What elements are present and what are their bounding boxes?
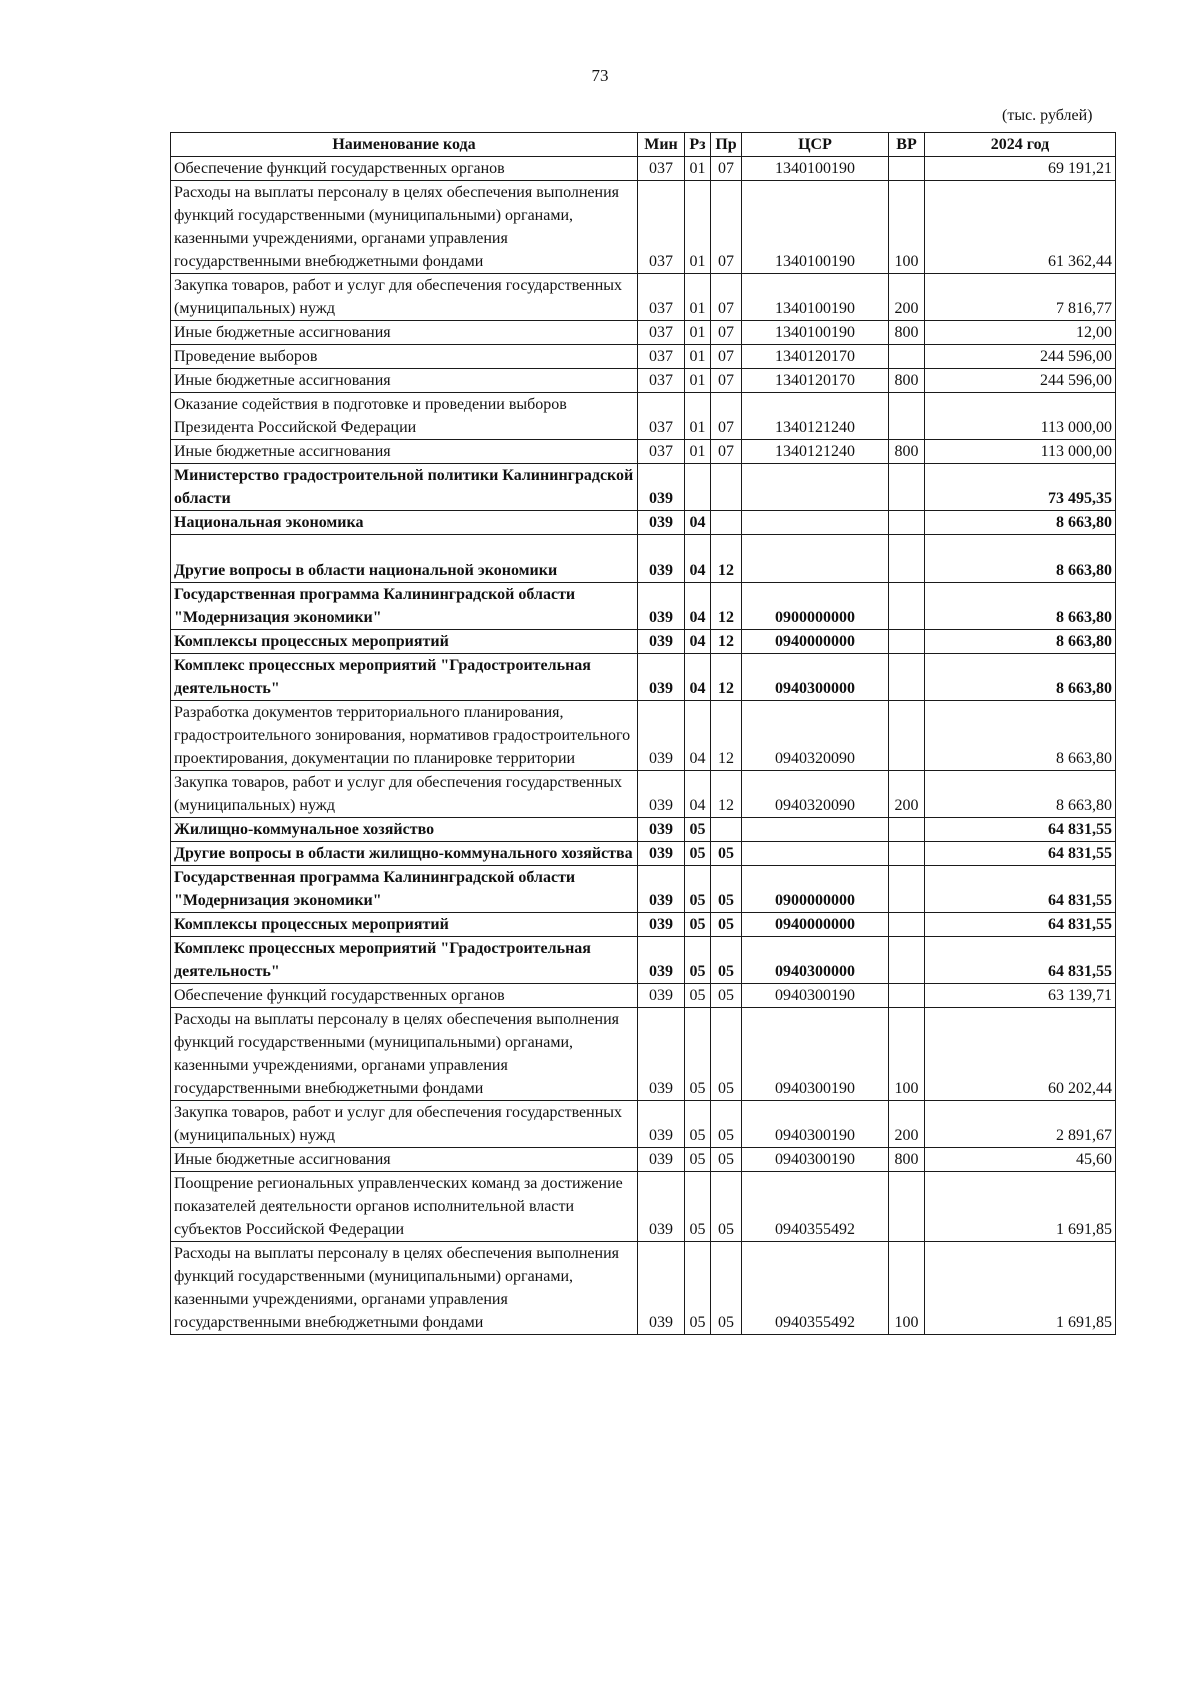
cell-name: Другие вопросы в области национальной экономики: [171, 535, 638, 583]
table-row: [171, 1172, 1116, 1242]
table-row: [171, 440, 1116, 464]
cell-amount: 64 831,55: [925, 937, 1116, 984]
cell-csr: 1340100190: [742, 321, 889, 345]
cell-csr: 1340121240: [742, 393, 889, 440]
cell-amount: 8 663,80: [925, 583, 1116, 630]
cell-pr: 05: [711, 1148, 742, 1172]
cell-name: Национальная экономика: [171, 511, 638, 535]
cell-rz: 01: [685, 274, 711, 321]
cell-pr: 05: [711, 937, 742, 984]
cell-min: 037: [638, 274, 685, 321]
cell-csr: 1340100190: [742, 181, 889, 274]
cell-rz: 01: [685, 181, 711, 274]
cell-csr: 0940300190: [742, 1148, 889, 1172]
cell-pr: [711, 511, 742, 535]
cell-pr: 07: [711, 369, 742, 393]
cell-vr: [889, 1172, 925, 1242]
cell-pr: 07: [711, 393, 742, 440]
cell-min: 039: [638, 1101, 685, 1148]
cell-vr: [889, 630, 925, 654]
cell-pr: 05: [711, 1172, 742, 1242]
cell-csr: [742, 535, 889, 583]
cell-min: 039: [638, 842, 685, 866]
cell-pr: 05: [711, 842, 742, 866]
cell-amount: 64 831,55: [925, 842, 1116, 866]
table-row: [171, 345, 1116, 369]
cell-rz: 04: [685, 654, 711, 701]
cell-rz: 01: [685, 157, 711, 181]
table-row: [171, 866, 1116, 913]
cell-pr: 07: [711, 157, 742, 181]
cell-min: 037: [638, 181, 685, 274]
cell-name: Обеспечение функций государственных органов: [171, 984, 638, 1008]
cell-vr: [889, 937, 925, 984]
cell-amount: 61 362,44: [925, 181, 1116, 274]
cell-pr: 12: [711, 771, 742, 818]
cell-rz: 01: [685, 393, 711, 440]
cell-amount: 244 596,00: [925, 369, 1116, 393]
cell-rz: 01: [685, 440, 711, 464]
header-rz: Рз: [685, 133, 711, 157]
cell-csr: 0940300000: [742, 937, 889, 984]
cell-name: Проведение выборов: [171, 345, 638, 369]
cell-rz: 05: [685, 866, 711, 913]
cell-amount: 64 831,55: [925, 913, 1116, 937]
table-row: [171, 464, 1116, 511]
cell-amount: 1 691,85: [925, 1242, 1116, 1335]
cell-rz: 05: [685, 818, 711, 842]
cell-pr: 05: [711, 1242, 742, 1335]
cell-rz: 04: [685, 583, 711, 630]
cell-csr: 0940355492: [742, 1172, 889, 1242]
cell-amount: 7 816,77: [925, 274, 1116, 321]
cell-name: Комплекс процессных мероприятий "Градостроительная деятельность": [171, 937, 638, 984]
cell-csr: 0940300190: [742, 984, 889, 1008]
cell-name: Жилищно-коммунальное хозяйство: [171, 818, 638, 842]
cell-pr: [711, 818, 742, 842]
cell-name: Расходы на выплаты персоналу в целях обеспечения выполнения функций государственными (муниципальными) органами, казенными учреждениями, органами управления государственными внебюджетными фондами: [171, 1242, 638, 1335]
cell-csr: 1340100190: [742, 274, 889, 321]
cell-rz: 05: [685, 1101, 711, 1148]
cell-pr: 07: [711, 345, 742, 369]
cell-min: 039: [638, 464, 685, 511]
cell-name: Государственная программа Калининградской области "Модернизация экономики": [171, 866, 638, 913]
cell-name: Иные бюджетные ассигнования: [171, 440, 638, 464]
cell-pr: 12: [711, 535, 742, 583]
cell-name: Комплексы процессных мероприятий: [171, 630, 638, 654]
cell-pr: 07: [711, 321, 742, 345]
cell-min: 037: [638, 321, 685, 345]
header-year: 2024 год: [925, 133, 1116, 157]
header-name: Наименование кода: [171, 133, 638, 157]
cell-vr: 200: [889, 1101, 925, 1148]
cell-csr: [742, 842, 889, 866]
cell-name: Закупка товаров, работ и услуг для обеспечения государственных (муниципальных) нужд: [171, 1101, 638, 1148]
cell-pr: 05: [711, 1008, 742, 1101]
cell-name: Другие вопросы в области жилищно-коммунального хозяйства: [171, 842, 638, 866]
cell-rz: 05: [685, 1148, 711, 1172]
cell-min: 039: [638, 1008, 685, 1101]
cell-csr: 0940320090: [742, 771, 889, 818]
table-row: [171, 1101, 1116, 1148]
cell-pr: [711, 464, 742, 511]
table-row: [171, 511, 1116, 535]
cell-min: 039: [638, 771, 685, 818]
cell-min: 039: [638, 818, 685, 842]
cell-pr: 05: [711, 984, 742, 1008]
cell-csr: 0900000000: [742, 866, 889, 913]
cell-csr: 0940355492: [742, 1242, 889, 1335]
table-header-row: [171, 133, 1116, 157]
header-vr: ВР: [889, 133, 925, 157]
cell-name: Комплекс процессных мероприятий "Градостроительная деятельность": [171, 654, 638, 701]
table-row: [171, 181, 1116, 274]
cell-csr: 0940300190: [742, 1008, 889, 1101]
cell-csr: [742, 464, 889, 511]
cell-vr: [889, 818, 925, 842]
cell-name: Закупка товаров, работ и услуг для обеспечения государственных (муниципальных) нужд: [171, 274, 638, 321]
cell-pr: 05: [711, 1101, 742, 1148]
cell-name: Расходы на выплаты персоналу в целях обеспечения выполнения функций государственными (муниципальными) органами, казенными учреждениями, органами управления государственными внебюджетными фондами: [171, 181, 638, 274]
cell-vr: [889, 464, 925, 511]
cell-vr: 800: [889, 321, 925, 345]
table-row: [171, 1242, 1116, 1335]
table-row: [171, 583, 1116, 630]
cell-amount: 8 663,80: [925, 771, 1116, 818]
units-label: (тыс. рублей): [1002, 107, 1093, 124]
cell-rz: 05: [685, 1008, 711, 1101]
cell-rz: 04: [685, 511, 711, 535]
cell-amount: 64 831,55: [925, 818, 1116, 842]
table-row: [171, 937, 1116, 984]
cell-vr: [889, 511, 925, 535]
cell-csr: [742, 511, 889, 535]
cell-min: 037: [638, 369, 685, 393]
cell-name: Министерство градостроительной политики Калининградской области: [171, 464, 638, 511]
cell-vr: 100: [889, 1008, 925, 1101]
cell-name: Разработка документов территориального планирования, градостроительного зонирования, нормативов градостроительного проектирования, документации по планировке территории: [171, 701, 638, 771]
cell-vr: [889, 913, 925, 937]
cell-csr: 1340120170: [742, 345, 889, 369]
cell-pr: 05: [711, 866, 742, 913]
cell-min: 039: [638, 654, 685, 701]
table-row: [171, 1008, 1116, 1101]
cell-min: 039: [638, 535, 685, 583]
cell-pr: 12: [711, 654, 742, 701]
cell-vr: [889, 842, 925, 866]
cell-csr: 0940320090: [742, 701, 889, 771]
cell-rz: 01: [685, 345, 711, 369]
cell-pr: 12: [711, 701, 742, 771]
cell-rz: 04: [685, 535, 711, 583]
cell-min: 039: [638, 1242, 685, 1335]
table-row: [171, 321, 1116, 345]
cell-vr: [889, 984, 925, 1008]
cell-min: 039: [638, 583, 685, 630]
cell-vr: 200: [889, 274, 925, 321]
cell-min: 039: [638, 913, 685, 937]
cell-min: 039: [638, 630, 685, 654]
cell-rz: 04: [685, 701, 711, 771]
cell-pr: 05: [711, 913, 742, 937]
cell-min: 037: [638, 345, 685, 369]
cell-pr: 12: [711, 630, 742, 654]
cell-amount: 8 663,80: [925, 654, 1116, 701]
cell-vr: [889, 535, 925, 583]
cell-csr: 0900000000: [742, 583, 889, 630]
cell-name: Государственная программа Калининградской области "Модернизация экономики": [171, 583, 638, 630]
cell-amount: 1 691,85: [925, 1172, 1116, 1242]
table-row: [171, 818, 1116, 842]
table-row: [171, 393, 1116, 440]
cell-csr: 1340121240: [742, 440, 889, 464]
cell-min: 039: [638, 1148, 685, 1172]
cell-rz: 01: [685, 321, 711, 345]
cell-min: 039: [638, 1172, 685, 1242]
table-row: [171, 630, 1116, 654]
cell-min: 037: [638, 440, 685, 464]
cell-amount: 113 000,00: [925, 440, 1116, 464]
cell-rz: 05: [685, 937, 711, 984]
header-pr: Пр: [711, 133, 742, 157]
cell-vr: [889, 701, 925, 771]
cell-csr: 1340120170: [742, 369, 889, 393]
cell-vr: 800: [889, 1148, 925, 1172]
cell-min: 039: [638, 701, 685, 771]
cell-min: 039: [638, 937, 685, 984]
table-row: [171, 369, 1116, 393]
cell-vr: [889, 157, 925, 181]
cell-pr: 07: [711, 181, 742, 274]
cell-csr: 0940000000: [742, 913, 889, 937]
cell-amount: 45,60: [925, 1148, 1116, 1172]
cell-rz: 05: [685, 984, 711, 1008]
cell-name: Оказание содействия в подготовке и проведении выборов Президента Российской Федерации: [171, 393, 638, 440]
cell-vr: 800: [889, 440, 925, 464]
cell-name: Иные бюджетные ассигнования: [171, 1148, 638, 1172]
cell-name: Комплексы процессных мероприятий: [171, 913, 638, 937]
cell-amount: 60 202,44: [925, 1008, 1116, 1101]
cell-name: Расходы на выплаты персоналу в целях обеспечения выполнения функций государственными (муниципальными) органами, казенными учреждениями, органами управления государственными внебюджетными фондами: [171, 1008, 638, 1101]
budget-table: [170, 132, 1116, 1335]
cell-rz: 05: [685, 913, 711, 937]
cell-rz: 04: [685, 630, 711, 654]
cell-csr: [742, 818, 889, 842]
cell-pr: 07: [711, 274, 742, 321]
cell-name: Иные бюджетные ассигнования: [171, 369, 638, 393]
cell-amount: 113 000,00: [925, 393, 1116, 440]
cell-vr: 100: [889, 1242, 925, 1335]
cell-min: 037: [638, 157, 685, 181]
cell-amount: 12,00: [925, 321, 1116, 345]
cell-amount: 8 663,80: [925, 511, 1116, 535]
table-row: [171, 701, 1116, 771]
cell-amount: 8 663,80: [925, 701, 1116, 771]
cell-vr: [889, 393, 925, 440]
cell-name: Поощрение региональных управленческих команд за достижение показателей деятельности органов исполнительной власти субъектов Российской Федерации: [171, 1172, 638, 1242]
cell-min: 037: [638, 393, 685, 440]
cell-vr: 200: [889, 771, 925, 818]
table-row: [171, 842, 1116, 866]
cell-amount: 69 191,21: [925, 157, 1116, 181]
cell-name: Иные бюджетные ассигнования: [171, 321, 638, 345]
cell-pr: 12: [711, 583, 742, 630]
table-row: [171, 984, 1116, 1008]
table-row: [171, 274, 1116, 321]
cell-csr: 0940300190: [742, 1101, 889, 1148]
cell-vr: [889, 654, 925, 701]
cell-amount: 63 139,71: [925, 984, 1116, 1008]
cell-csr: 1340100190: [742, 157, 889, 181]
cell-rz: 05: [685, 842, 711, 866]
page-number: 73: [591, 66, 609, 85]
cell-amount: 2 891,67: [925, 1101, 1116, 1148]
cell-csr: 0940000000: [742, 630, 889, 654]
cell-vr: 100: [889, 181, 925, 274]
cell-pr: 07: [711, 440, 742, 464]
table-row: [171, 771, 1116, 818]
cell-csr: 0940300000: [742, 654, 889, 701]
cell-rz: 04: [685, 771, 711, 818]
table-row: [171, 157, 1116, 181]
cell-name: Закупка товаров, работ и услуг для обеспечения государственных (муниципальных) нужд: [171, 771, 638, 818]
table-row: [171, 1148, 1116, 1172]
cell-vr: 800: [889, 369, 925, 393]
header-csr: ЦСР: [742, 133, 889, 157]
header-min: Мин: [638, 133, 685, 157]
cell-vr: [889, 866, 925, 913]
cell-rz: 05: [685, 1242, 711, 1335]
cell-min: 039: [638, 511, 685, 535]
cell-amount: 8 663,80: [925, 535, 1116, 583]
cell-amount: 244 596,00: [925, 345, 1116, 369]
cell-rz: 01: [685, 369, 711, 393]
cell-rz: [685, 464, 711, 511]
cell-vr: [889, 345, 925, 369]
cell-min: 039: [638, 984, 685, 1008]
cell-rz: 05: [685, 1172, 711, 1242]
table-row: [171, 654, 1116, 701]
cell-min: 039: [638, 866, 685, 913]
table-row: [171, 535, 1116, 583]
cell-amount: 73 495,35: [925, 464, 1116, 511]
cell-name: Обеспечение функций государственных органов: [171, 157, 638, 181]
cell-vr: [889, 583, 925, 630]
table-row: [171, 913, 1116, 937]
cell-amount: 64 831,55: [925, 866, 1116, 913]
cell-amount: 8 663,80: [925, 630, 1116, 654]
